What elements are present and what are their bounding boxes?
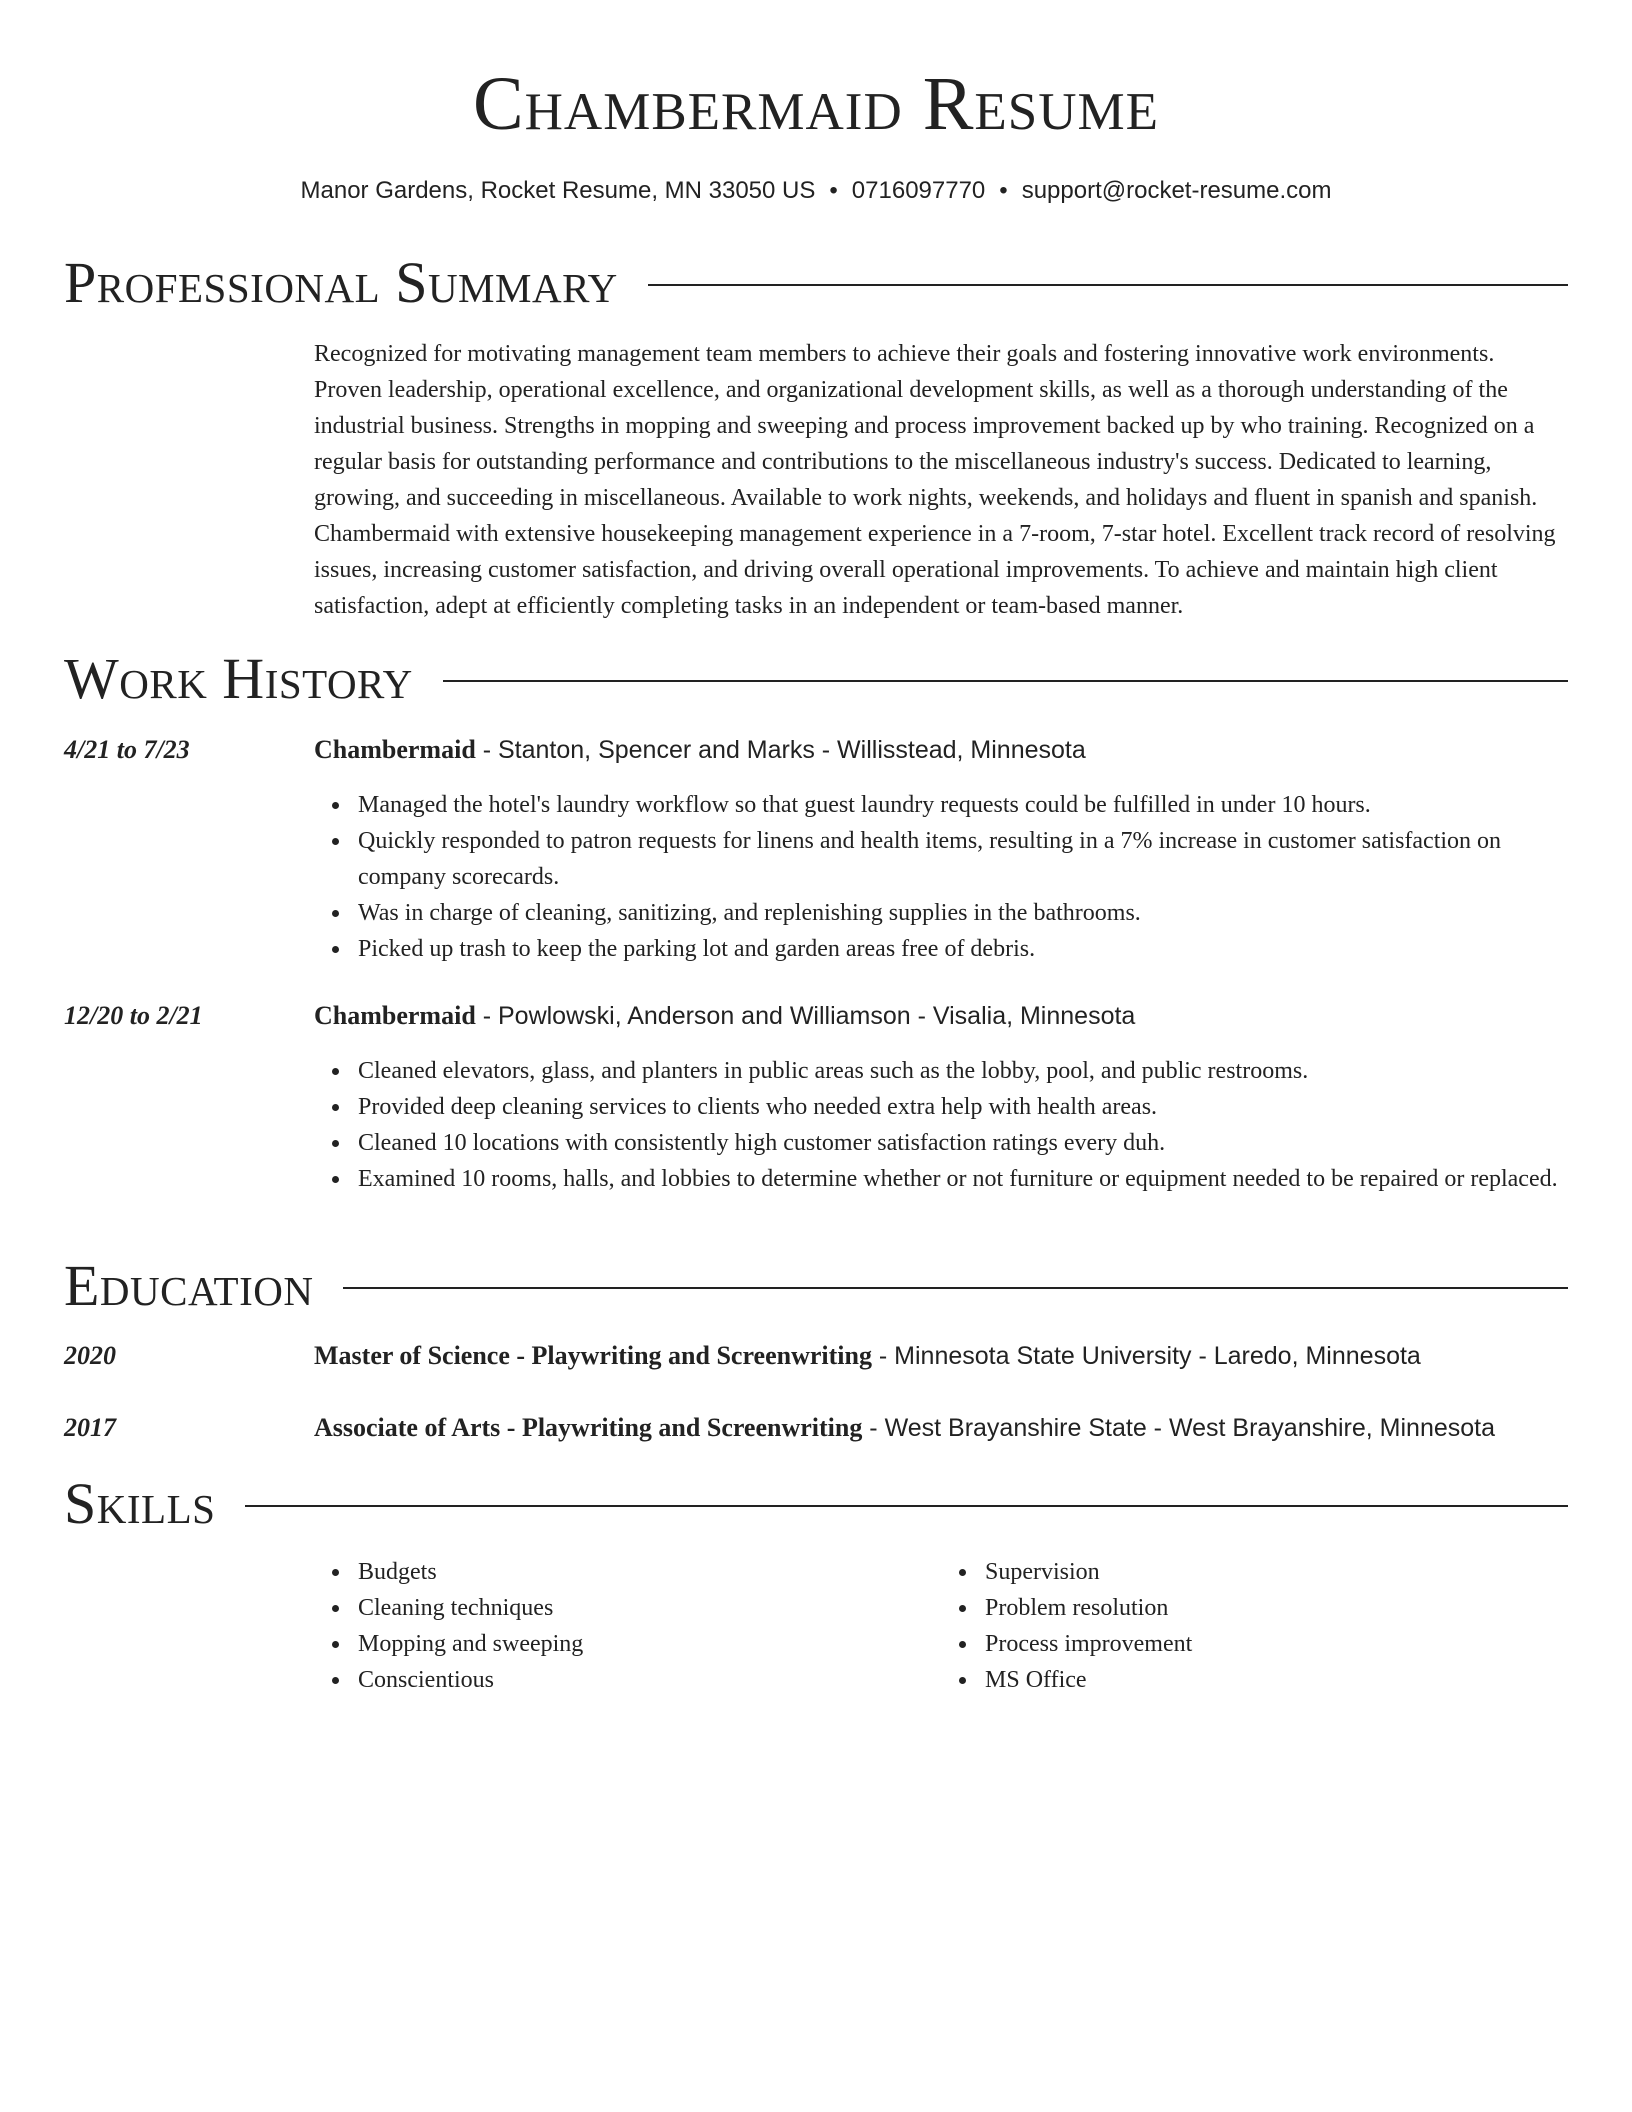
education-line xyxy=(314,1408,1568,1448)
job-employer: - Stanton, Spencer and Marks - Willisstead, Minnesota xyxy=(475,736,1086,764)
section-title-summary: Professional Summary xyxy=(64,250,618,315)
contact-line xyxy=(0,174,1632,208)
section-title-work-history: Work History xyxy=(64,646,413,711)
education-school: - Minnesota State University - Laredo, Minnesota xyxy=(871,1342,1421,1370)
section-title-education: Education xyxy=(64,1253,314,1318)
job-dates: 12/20 to 2/21 xyxy=(64,1001,203,1030)
skill-item: MS Office xyxy=(985,1662,1568,1698)
contact-separator: • xyxy=(999,177,1008,204)
job-bullets-block xyxy=(314,1053,1568,1197)
education-degree: Associate of Arts - Playwriting and Screenwriting xyxy=(314,1413,863,1442)
section-header-summary xyxy=(64,248,1568,318)
resume-title: Chambermaid Resume xyxy=(472,62,1160,146)
skill-item: Problem resolution xyxy=(985,1590,1568,1626)
list-item: Was in charge of cleaning, sanitizing, and replenishing supplies in the bathrooms. xyxy=(358,895,1568,931)
job-title-line xyxy=(314,996,1568,1036)
list-item: Examined 10 rooms, halls, and lobbies to determine whether or not furniture or equipment needed to be repaired or replaced. xyxy=(358,1161,1568,1197)
contact-phone: 0716097770 xyxy=(851,177,986,204)
education-school: - West Brayanshire State - West Brayanshire, Minnesota xyxy=(862,1414,1496,1442)
summary-block xyxy=(314,336,1568,624)
skills-columns xyxy=(314,1554,1568,1698)
summary-text: Recognized for motivating management team members to achieve their goals and fostering innovative work environments. Proven leadership, operational excellence, and organizational development skills, as well as a thorough understanding of the industrial business. Strengths in mopping and sweeping and process improvement backed up by who training. Recognized on a regular basis for outstanding performance and contributions to the miscellaneous industry's success. Dedicated to learning, growing, and succeeding in miscellaneous. Available to work nights, weekends, and holidays and fluent in spanish and spanish. Chambermaid with extensive housekeeping management experience in a 7-room, 7-star hotel. Excellent track record of resolving issues, increasing customer satisfaction, and driving overall operational improvements. To achieve and maintain high client satisfaction, adept at efficiently completing tasks in an independent or team-based manner. xyxy=(314,341,1556,619)
job-row xyxy=(64,996,1568,1036)
skill-item: Budgets xyxy=(358,1554,941,1590)
job-title: Chambermaid xyxy=(314,735,476,764)
education-year: 2017 xyxy=(64,1413,116,1442)
job-employer: - Powlowski, Anderson and Williamson - Visalia, Minnesota xyxy=(475,1002,1136,1030)
section-divider xyxy=(245,1505,1568,1507)
education-line xyxy=(314,1336,1568,1376)
job-row xyxy=(64,730,1568,770)
education-year: 2020 xyxy=(64,1341,116,1370)
section-header-work-history xyxy=(64,644,1568,714)
job-bullet-list xyxy=(314,1053,1568,1197)
job-title: Chambermaid xyxy=(314,1001,476,1030)
education-degree: Master of Science - Playwriting and Screenwriting xyxy=(314,1341,872,1370)
contact-separator: • xyxy=(829,177,838,204)
section-divider xyxy=(443,680,1568,682)
job-dates: 4/21 to 7/23 xyxy=(64,735,190,764)
list-item: Cleaned 10 locations with consistently high customer satisfaction ratings every duh. xyxy=(358,1125,1568,1161)
section-title-skills: Skills xyxy=(64,1471,216,1536)
education-row xyxy=(64,1408,1568,1448)
skills-list-left xyxy=(314,1554,941,1698)
skill-item: Mopping and sweeping xyxy=(358,1626,941,1662)
list-item: Provided deep cleaning services to clients who needed extra help with health areas. xyxy=(358,1089,1568,1125)
education-row xyxy=(64,1336,1568,1376)
skill-item: Supervision xyxy=(985,1554,1568,1590)
list-item: Picked up trash to keep the parking lot and garden areas free of debris. xyxy=(358,931,1568,967)
job-bullet-list xyxy=(314,787,1568,967)
section-divider xyxy=(343,1287,1568,1289)
contact-address: Manor Gardens, Rocket Resume, MN 33050 US xyxy=(300,177,816,204)
job-bullets-block xyxy=(314,787,1568,967)
section-header-skills xyxy=(64,1469,1568,1539)
contact-email: support@rocket-resume.com xyxy=(1021,177,1332,204)
skill-item: Conscientious xyxy=(358,1662,941,1698)
list-item: Cleaned elevators, glass, and planters in public areas such as the lobby, pool, and public restrooms. xyxy=(358,1053,1568,1089)
list-item: Quickly responded to patron requests for linens and health items, resulting in a 7% increase in customer satisfaction on company scorecards. xyxy=(358,823,1568,895)
skill-item: Process improvement xyxy=(985,1626,1568,1662)
list-item: Managed the hotel's laundry workflow so that guest laundry requests could be fulfilled in under 10 hours. xyxy=(358,787,1568,823)
section-header-education xyxy=(64,1251,1568,1321)
job-title-line xyxy=(314,730,1568,770)
skills-list-right xyxy=(941,1554,1568,1698)
section-divider xyxy=(648,284,1568,286)
skill-item: Cleaning techniques xyxy=(358,1590,941,1626)
